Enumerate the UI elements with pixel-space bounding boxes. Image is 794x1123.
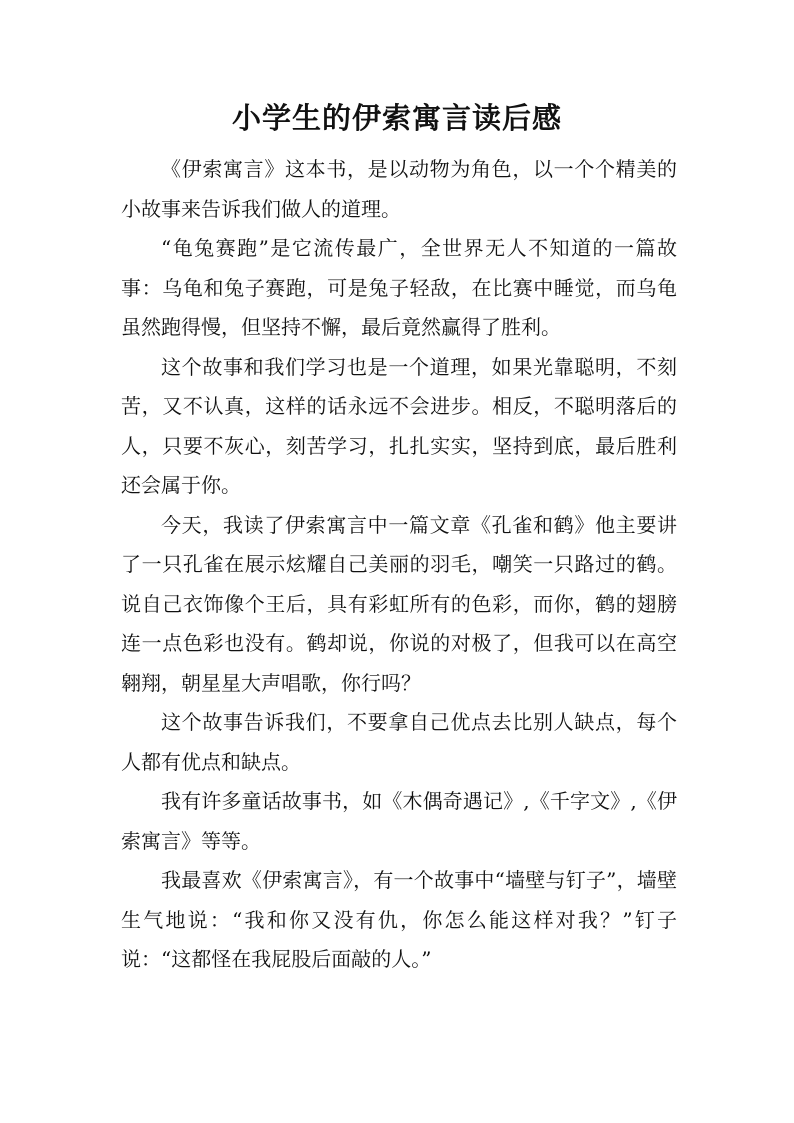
paragraph: 《伊索寓言》这本书，是以动物为角色，以一个个精美的小故事来告诉我们做人的道理。 (121, 157, 677, 221)
paragraph: “龟兔赛跑”是它流传最广，全世界无人不知道的一篇故事：乌龟和兔子赛跑，可是兔子轻敌，在比赛中睡觉，而乌龟虽然跑得慢，但坚持不懈，最后竟然赢得了胜利。 (121, 236, 677, 339)
paragraph: 我最喜欢《伊索寓言》，有一个故事中“墙壁与钉子”，墙壁生气地说：“我和你又没有仇，你怎么能这样对我？”钉子说：“这都怪在我屁股后面敲的人。” (121, 868, 677, 971)
paragraph: 这个故事和我们学习也是一个道理，如果光靠聪明，不刻苦，又不认真，这样的话永远不会进步。相反，不聪明落后的人，只要不灰心，刻苦学习，扎扎实实，坚持到底，最后胜利还会属于你。 (121, 354, 677, 497)
paragraph: 今天，我读了伊索寓言中一篇文章《孔雀和鹤》他主要讲了一只孔雀在展示炫耀自己美丽的羽毛，嘲笑一只路过的鹤。说自己衣饰像个王后，具有彩虹所有的色彩，而你，鹤的翅膀连一点色彩也没有。鹤却说，你说的对极了，但我可以在高空翱翔，朝星星大声唱歌，你行吗？ (121, 512, 677, 695)
document-body (121, 150, 677, 980)
paragraph: 这个故事告诉我们，不要拿自己优点去比别人缺点，每个人都有优点和缺点。 (121, 710, 677, 774)
document-title: 小学生的伊索寓言读后感 (231, 101, 562, 135)
paragraph: 我有许多童话故事书，如《木偶奇遇记》,《千字文》,《伊索寓言》等等。 (121, 789, 677, 853)
